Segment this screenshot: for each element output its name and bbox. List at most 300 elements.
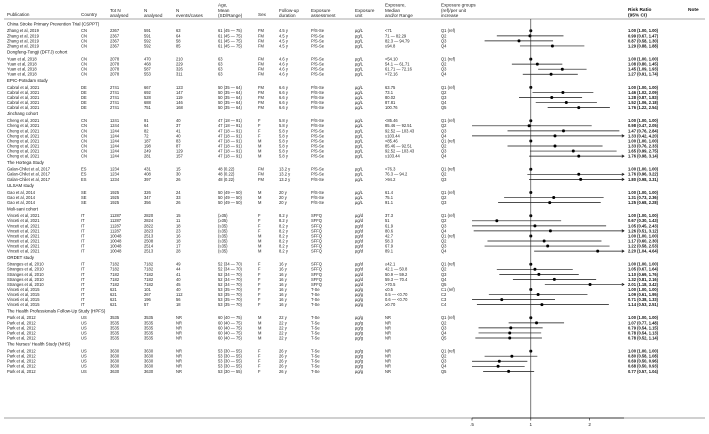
point-estimate xyxy=(561,91,564,94)
cell-sex: F xyxy=(258,133,261,139)
cell-pub: Gao et al, 2014 xyxy=(7,189,35,195)
cell-assess: P/S-Se xyxy=(311,143,324,149)
cell-age: 47 (18 — 91) xyxy=(218,128,242,134)
cell-assess: SFFQ xyxy=(311,213,322,219)
cell-pub: Galan-Chilet et al, 2017 xyxy=(7,176,51,182)
cell-n: 688 xyxy=(144,99,151,105)
cell-sex: F xyxy=(258,276,261,282)
cell-assess: P/S-Se xyxy=(311,133,324,139)
cell-grp: Q2 xyxy=(441,89,447,95)
cell-grp: Q2 xyxy=(441,353,447,359)
point-estimate xyxy=(553,278,556,281)
cell-rr: 1.76 (1.22, 2.54) xyxy=(628,105,659,110)
cell-tot: 10048 xyxy=(110,243,122,249)
cell-assess: P/S-Se xyxy=(311,118,324,124)
cell-n: 3630 xyxy=(144,368,154,374)
point-estimate xyxy=(537,273,540,276)
cell-ev: NR xyxy=(176,320,182,326)
cell-unit: µg/L xyxy=(355,33,364,39)
cell-assess: P/S-Se xyxy=(311,200,324,205)
cell-n: 7182 xyxy=(144,266,154,272)
cell-grp: C2 xyxy=(441,292,447,297)
point-estimate xyxy=(579,178,582,181)
cell-med: <54.10 xyxy=(385,56,398,62)
cell-sex: F xyxy=(258,228,261,234)
cell-med: 92.52 — 103.43 xyxy=(385,148,415,154)
cell-n: 249 xyxy=(144,148,151,154)
cell-sex: FM xyxy=(258,94,264,100)
cell-n: 431 xyxy=(144,166,151,172)
cell-ev: 18 xyxy=(176,223,181,229)
cell-age: 53 (30 — 55) xyxy=(218,363,242,369)
cell-fu: 20 y xyxy=(279,200,287,205)
cell-age: 50 (49 — 50) xyxy=(218,189,242,195)
point-estimate xyxy=(508,331,511,334)
cell-grp: Q3 xyxy=(441,200,447,205)
cell-grp: Q4 xyxy=(441,153,447,159)
cell-country: US xyxy=(81,335,87,341)
cell-n: 3535 xyxy=(144,320,154,326)
cell-med: 51 xyxy=(385,218,390,224)
cell-grp: Q4 xyxy=(441,133,447,139)
cell-grp: Q2 xyxy=(441,123,447,129)
cell-med: 85.46 — 92.51 xyxy=(385,123,412,129)
cell-rr: 1.33 (0.42, 4.20) xyxy=(628,133,659,139)
cell-rr: 0.77 (0.57, 1.04) xyxy=(628,368,659,374)
cell-fu: 13.2 y xyxy=(279,166,291,172)
cell-med: 87.81 xyxy=(385,99,396,105)
cell-n: 592 xyxy=(144,38,151,44)
cell-rr: 1.00 (1.00, 1.00) xyxy=(628,118,659,124)
cell-med: 91.1 xyxy=(385,200,393,205)
cell-age: 47 (18 — 91) xyxy=(218,138,242,144)
cell-grp: Q2 xyxy=(441,266,447,272)
cell-age: 47 (18 — 91) xyxy=(218,153,242,159)
cell-grp: Q2 xyxy=(441,238,447,244)
cell-tot: 2741 xyxy=(110,105,120,110)
cell-n: 528 xyxy=(144,94,151,100)
cell-unit: µg/g xyxy=(355,368,364,374)
cell-unit: µg/L xyxy=(355,133,364,139)
cell-pub: Cabral et al, 2021 xyxy=(7,99,40,105)
cell-ev: 119 xyxy=(176,94,183,100)
cell-assess: P/S-Se xyxy=(311,56,324,62)
cell-rr: 1.00 (1.00, 1.00) xyxy=(628,261,659,267)
cell-sex: F xyxy=(258,363,261,369)
cell-med: NR xyxy=(385,320,391,326)
cell-med: NR xyxy=(385,363,391,369)
cell-grp: Q3 xyxy=(441,223,447,229)
cell-sex: M xyxy=(258,195,262,200)
cell-fu: 26 y xyxy=(279,363,287,369)
cell-n: 3630 xyxy=(144,348,154,354)
cell-assess: P/S-Se xyxy=(311,153,324,159)
cell-assess: SFFQ xyxy=(311,243,322,249)
table-row xyxy=(7,118,659,123)
cell-unit: µg/L xyxy=(355,66,364,72)
cell-med: 63.75 xyxy=(385,84,396,90)
cell-fu: 5.8 y xyxy=(279,153,288,159)
cell-country: IT xyxy=(81,248,85,254)
cell-assess: T-Se xyxy=(311,368,320,374)
cell-ev: NR xyxy=(176,315,182,321)
cell-unit: µg/L xyxy=(355,61,364,67)
point-estimate xyxy=(549,229,552,232)
cell-ev: 63 xyxy=(176,28,181,34)
cell-age: 47 (18 — 91) xyxy=(218,133,242,139)
cell-med: <85.46 xyxy=(385,138,398,144)
cell-n: 470 xyxy=(144,56,151,62)
cell-assess: P/S-Se xyxy=(311,99,324,105)
cell-n: 7182 xyxy=(144,271,154,277)
cell-n: 592 xyxy=(144,43,151,49)
cell-tot: 1244 xyxy=(110,153,120,159)
cell-country: SE xyxy=(81,200,87,205)
cell-n: 3535 xyxy=(144,335,154,341)
cell-med: 54.1 — 61.71 xyxy=(385,61,410,67)
cell-pub: Yuan et al, 2018 xyxy=(7,56,37,62)
cell-tot: 11287 xyxy=(110,213,122,219)
cell-n: 2508 xyxy=(144,238,154,244)
cell-tot: 2367 xyxy=(110,43,120,49)
cell-rr: 0.78 (0.52, 1.14) xyxy=(628,335,659,341)
cell-grp: Q3 xyxy=(441,128,447,134)
point-estimate xyxy=(536,63,539,66)
cell-rr: 0.78 (0.54, 1.13) xyxy=(628,330,659,336)
header-follow-up: Follow-up duration xyxy=(279,7,299,18)
point-estimate xyxy=(565,101,568,104)
cell-country: US xyxy=(81,315,87,321)
cell-age: 61 (45 — 75) xyxy=(218,28,242,34)
cell-assess: SFFQ xyxy=(311,281,322,287)
cell-n: 57 xyxy=(144,302,149,308)
cell-country: IT xyxy=(81,302,85,308)
cell-country: IT xyxy=(81,297,85,302)
cell-country: IT xyxy=(81,218,85,224)
table-row xyxy=(7,213,659,218)
cell-grp: Q2 xyxy=(441,61,447,67)
cell-assess: T-Se xyxy=(311,348,320,354)
cell-country: IT xyxy=(81,233,85,239)
cell-tot: 10048 xyxy=(110,248,122,254)
cell-country: IT xyxy=(81,223,85,229)
point-estimate xyxy=(577,106,580,109)
point-estimate xyxy=(495,219,498,222)
cell-ev: NR xyxy=(176,348,182,354)
cell-grp: Q1 (ref) xyxy=(441,138,456,144)
cell-med: <71 xyxy=(385,28,392,34)
cell-fu: 5.8 y xyxy=(279,128,288,134)
cell-age: 48 (0.22) xyxy=(218,176,235,182)
cell-assess: P/S-Se xyxy=(311,195,324,200)
cell-fu: 4.6 y xyxy=(279,71,288,77)
cell-assess: P/S-Se xyxy=(311,105,324,110)
cell-unit: µg/d xyxy=(355,218,364,224)
cell-ev: 15 xyxy=(176,213,181,219)
cell-grp: Q1 (ref) xyxy=(441,189,456,195)
table-row xyxy=(7,38,659,43)
cell-tot: 3535 xyxy=(110,325,120,331)
cell-fu: 22 y xyxy=(279,315,287,321)
cell-pub: Vinceti et al, 2021 xyxy=(7,218,40,224)
cell-tot: 10048 xyxy=(110,238,122,244)
cell-n: 751 xyxy=(144,105,151,110)
cell-pub: Vinceti et al, 2015 xyxy=(7,292,40,297)
cell-pub: Park et al, 2012 xyxy=(7,325,36,331)
cell-ev: 64 xyxy=(176,33,181,39)
cell-tot: 1244 xyxy=(110,148,120,154)
cell-fu: 20 y xyxy=(279,189,287,195)
cell-country: DE xyxy=(81,84,87,90)
cell-med: ≥103.44 xyxy=(385,153,400,159)
cell-country: US xyxy=(81,363,87,369)
cell-med: 58.3 xyxy=(385,238,393,244)
cell-age: 53 (35 — 70) xyxy=(218,286,242,292)
cell-country: CN xyxy=(81,143,87,149)
cell-country: SE xyxy=(81,189,87,195)
cell-ev: 16 xyxy=(176,233,181,239)
cell-ev: 229 xyxy=(176,61,183,67)
cell-country: CN xyxy=(81,118,87,124)
header-exposure-unit: Exposure unit xyxy=(355,7,375,18)
cell-fu: 16 y xyxy=(279,266,287,272)
cell-rr: 1.00 (1.00, 1.00) xyxy=(628,286,659,292)
cell-n: 2822 xyxy=(144,223,154,229)
cell-sex: M xyxy=(258,335,262,341)
cell-rr: 0.68 (0.50, 0.93) xyxy=(628,363,659,369)
cell-tot: 1234 xyxy=(110,176,120,182)
cell-unit: µg/g xyxy=(355,302,364,308)
cell-sex: M xyxy=(258,315,262,321)
cell-n: 91 xyxy=(144,118,149,124)
cell-rr: 1.31 (0.73, 2.36) xyxy=(628,195,659,200)
cell-n: 553 xyxy=(144,71,151,77)
cell-tot: 3630 xyxy=(110,353,120,359)
cell-rr: 1.07 (0.77, 1.48) xyxy=(628,320,659,326)
cell-fu: 26 y xyxy=(279,358,287,364)
cell-med: 76.3 — 94.2 xyxy=(385,171,408,177)
cell-unit: µg/L xyxy=(355,171,364,177)
cell-assess: T-Se xyxy=(311,302,320,308)
point-estimate xyxy=(540,303,543,306)
table-row xyxy=(7,335,659,340)
cell-assess: T-Se xyxy=(311,297,320,302)
cell-med: 59.3 — 70.4 xyxy=(385,276,408,282)
point-estimate xyxy=(546,245,549,248)
cell-unit: µg/g xyxy=(355,330,364,336)
cell-country: IT xyxy=(81,228,85,234)
cell-age: 52 (34 — 70) xyxy=(218,281,242,287)
cell-rr: 1.65 (0.99, 2.75) xyxy=(628,148,659,154)
cell-assess: SFFQ xyxy=(311,223,322,229)
group-title: Jinchang cohort xyxy=(7,111,38,117)
cell-unit: µg/L xyxy=(355,105,364,110)
cell-med: 42.1 — 50.8 xyxy=(385,266,408,272)
cell-med: ≤0.5 xyxy=(385,286,393,292)
cell-tot: 1234 xyxy=(110,171,120,177)
cell-ev: 40 xyxy=(176,133,181,139)
cell-assess: SFFQ xyxy=(311,261,322,267)
table-row xyxy=(7,349,659,354)
cell-unit: µg/g xyxy=(355,297,364,302)
cell-ev: 40 xyxy=(176,118,181,124)
cell-grp: Q1 (ref) xyxy=(441,84,456,90)
header-exposure-median: Exposure, Median and/or Range xyxy=(385,2,413,18)
cell-n: 82 xyxy=(144,128,149,134)
cell-grp: Q2 xyxy=(441,33,447,39)
cell-fu: 5.8 y xyxy=(279,138,288,144)
cell-age: 60 (40 — 75) xyxy=(218,325,242,331)
cell-n: 281 xyxy=(144,153,151,159)
cell-assess: T-Se xyxy=(311,358,320,364)
cell-med: 92.52 — 103.43 xyxy=(385,128,415,134)
cell-sex: M xyxy=(258,238,262,244)
cell-sex: F xyxy=(258,358,261,364)
cell-unit: µg/d xyxy=(355,223,364,229)
cell-ev: NR xyxy=(176,330,182,336)
cell-pub: Yuan et al, 2018 xyxy=(7,66,37,72)
cell-n: 267 xyxy=(144,292,151,297)
cell-age: 52 (34 — 70) xyxy=(218,261,242,267)
table-row xyxy=(7,325,659,330)
cell-pub: Zhang et al, 2019 xyxy=(7,43,39,49)
cell-unit: µg/L xyxy=(355,176,364,182)
cell-fu: 4.6 y xyxy=(279,61,288,67)
cell-age: 53 (30 — 55) xyxy=(218,353,242,359)
cell-med: 37.3 xyxy=(385,213,393,219)
cell-rr: 1.05 (0.45, 2.43) xyxy=(628,223,659,229)
cell-ev: 210 xyxy=(176,56,183,62)
cell-unit: µg/L xyxy=(355,56,364,62)
cell-fu: 5.8 y xyxy=(279,143,288,149)
cell-assess: P/S-Se xyxy=(311,171,324,177)
cell-country: IT xyxy=(81,238,85,244)
cell-pub: Cabral et al, 2021 xyxy=(7,105,40,110)
cell-age: (≥35) xyxy=(218,213,228,219)
cell-med: 50.9 — 59.2 xyxy=(385,271,408,277)
cell-country: CN xyxy=(81,61,87,67)
cell-country: CN xyxy=(81,128,87,134)
cell-tot: 3535 xyxy=(110,315,120,321)
cell-grp: Q4 xyxy=(441,99,447,105)
cell-tot: 2078 xyxy=(110,66,120,72)
cell-unit: µg/L xyxy=(355,166,364,172)
header-exposure-assessment: Exposure assessment xyxy=(311,7,336,18)
cell-age: 53 (35 — 70) xyxy=(218,302,242,308)
cell-rr: 1.29 (0.88, 1.88) xyxy=(628,43,659,49)
cell-country: ES xyxy=(81,166,87,172)
cell-ev: 41 xyxy=(176,128,181,134)
header-note: Note xyxy=(688,8,699,13)
cell-fu: 6.6 y xyxy=(279,89,288,95)
cell-tot: 2741 xyxy=(110,89,120,95)
cell-age: 60 (40 — 75) xyxy=(218,335,242,341)
cell-pub: Stranges et al, 2010 xyxy=(7,271,44,277)
cell-ev: 37 xyxy=(176,123,181,129)
x-tick-label: 2 xyxy=(588,422,591,427)
cell-med: 80.6 xyxy=(385,228,393,234)
header-risk-ratio: Risk Ratio (95% CI) xyxy=(628,8,652,19)
cell-sex: F xyxy=(258,266,261,272)
cell-pub: Park et al, 2012 xyxy=(7,353,36,359)
group-title: China Stroke Primary Prevention Trial (CSPPT) xyxy=(7,21,100,27)
cell-country: US xyxy=(81,368,87,374)
cell-grp: Q2 xyxy=(441,143,447,149)
cell-rr: 1.22 (0.58, 2.53) xyxy=(628,243,659,249)
cell-med: NR xyxy=(385,325,391,331)
cell-sex: F xyxy=(258,297,261,302)
cell-pub: Cheng et al, 2021 xyxy=(7,123,40,129)
cell-rr: 1.14 (0.53, 2.51) xyxy=(628,302,659,308)
cell-unit: µg/L xyxy=(355,128,364,134)
cell-country: IT xyxy=(81,276,85,282)
table-row xyxy=(7,330,659,335)
cell-n: 72 xyxy=(144,133,149,139)
header-n-analysed: N analysed xyxy=(144,7,163,18)
cell-fu: 8.2 y xyxy=(279,233,288,239)
cell-unit: µg/d xyxy=(355,233,364,239)
cell-n: 2820 xyxy=(144,213,154,219)
cell-grp: Q4 xyxy=(441,363,447,369)
cell-age: 63 xyxy=(218,61,223,67)
cell-n: 2514 xyxy=(144,243,154,249)
cell-med: 80.02 xyxy=(385,94,396,100)
cell-tot: 3630 xyxy=(110,368,120,374)
cell-pub: Cheng et al, 2021 xyxy=(7,118,40,124)
cell-grp: Q4 xyxy=(441,43,447,49)
cell-unit: µg/g xyxy=(355,325,364,331)
cell-rr: 1.00 (1.00, 1.00) xyxy=(628,56,659,62)
group-title: EPIC-Potsdam study xyxy=(7,77,48,83)
cell-sex: FM xyxy=(258,33,264,39)
table-row xyxy=(7,57,659,62)
header-publication: Publication xyxy=(7,12,30,17)
cell-rr: 1.46 (1.02, 2.09) xyxy=(628,89,659,95)
point-estimate xyxy=(543,240,546,243)
cell-ev: 85 xyxy=(176,43,181,49)
cell-fu: 8.2 y xyxy=(279,213,288,219)
table-row xyxy=(7,287,659,292)
cell-assess: SFFQ xyxy=(311,238,322,244)
cell-unit: µg/L xyxy=(355,189,364,195)
cell-rr: 1.32 (0.81, 2.16) xyxy=(628,276,659,282)
cell-unit: µg/L xyxy=(355,99,364,105)
table-row xyxy=(7,364,659,369)
cell-sex: FM xyxy=(258,89,264,95)
cell-unit: µg/g xyxy=(355,335,364,341)
cell-sex: FM xyxy=(258,176,264,182)
cell-fu: 16 y xyxy=(279,286,287,292)
cell-tot: 7182 xyxy=(110,271,120,277)
cell-assess: P/S-Se xyxy=(311,123,324,129)
cell-rr: 1.47 (0.76, 2.84) xyxy=(628,128,659,134)
cell-n: 3630 xyxy=(144,358,154,364)
cell-country: IT xyxy=(81,271,85,277)
cell-med: ≥94.8 xyxy=(385,43,396,49)
cell-fu: 26 y xyxy=(279,368,287,374)
cell-n: 3535 xyxy=(144,330,154,336)
cell-pub: Zhang et al, 2019 xyxy=(7,38,39,44)
cell-age: (≥35) xyxy=(218,238,228,244)
cell-unit: µg/L xyxy=(355,200,364,205)
cell-grp: Q3 xyxy=(441,148,447,154)
group-title: The Nurses' Health Study (NHS) xyxy=(7,341,71,347)
cell-age: (≥35) xyxy=(218,248,228,254)
cell-tot: 3630 xyxy=(110,348,120,354)
cell-country: ES xyxy=(81,176,87,182)
cell-assess: SFFQ xyxy=(311,248,322,254)
cell-sex: F xyxy=(258,368,261,374)
